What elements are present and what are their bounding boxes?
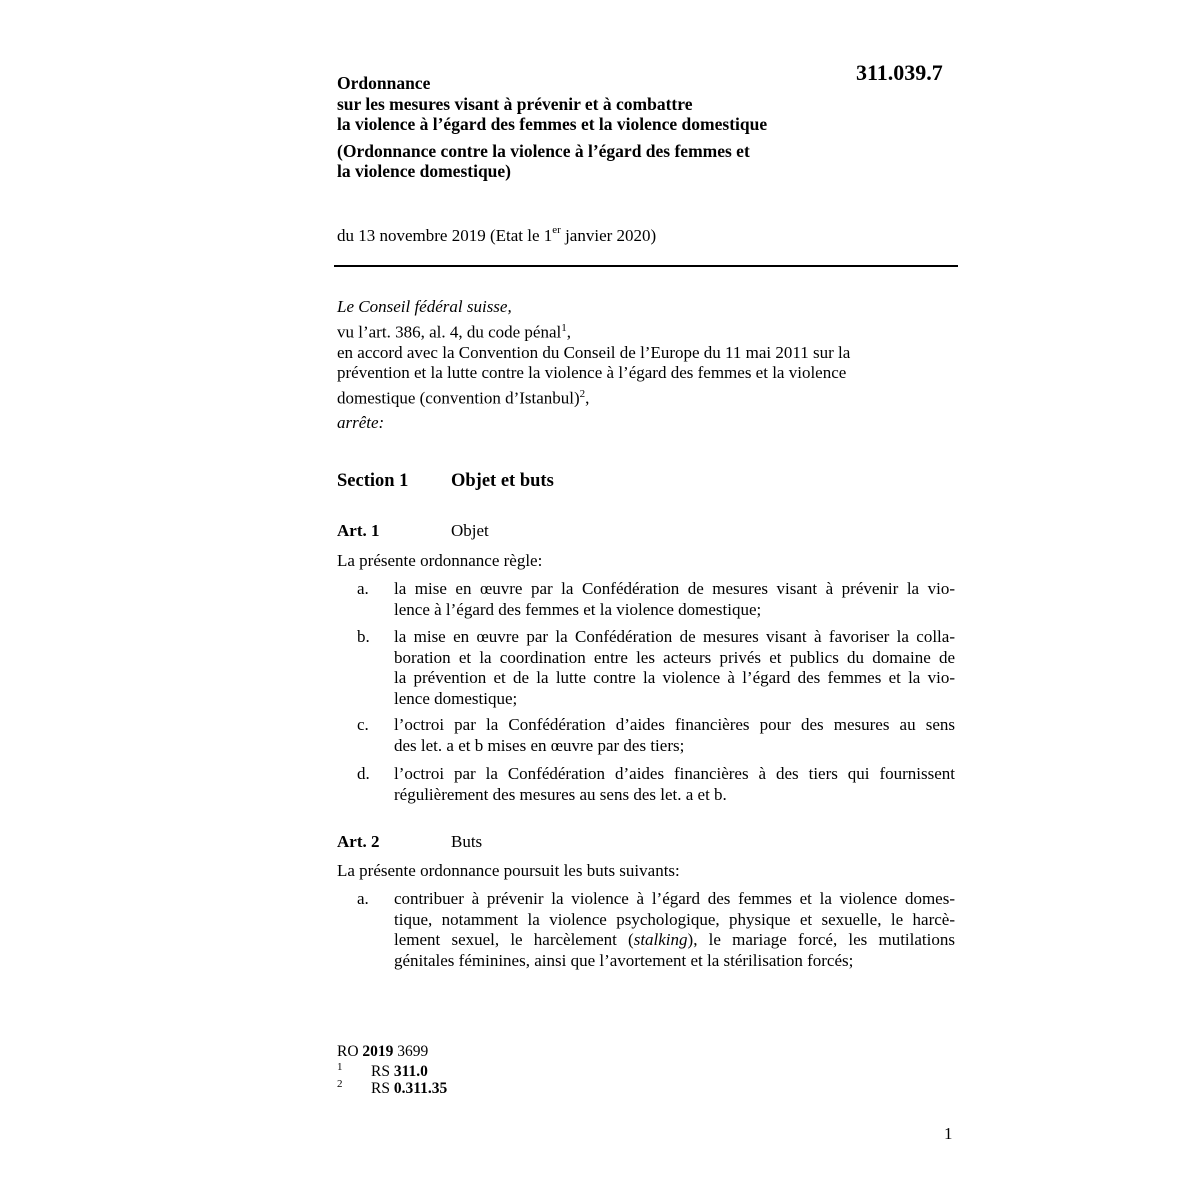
preamble-line-1	[337, 318, 937, 343]
ro-year: 2019	[362, 1043, 394, 1060]
title-line-1: Ordonnance	[337, 73, 431, 93]
item-line: tique, notamment la violence psychologique, physique et sexuelle, le harcè-	[394, 909, 955, 929]
preamble	[337, 297, 937, 433]
art-1-intro: La présente ordonnance règle:	[337, 551, 543, 570]
preamble-line-3: prévention et la lutte contre la violence à l’égard des femmes et la violence	[337, 363, 847, 383]
sr-number: 311.039.7	[856, 60, 943, 85]
art-1-number: Art. 1	[337, 521, 380, 540]
footnote-2-text[interactable]	[371, 1080, 447, 1098]
page-number: 1	[944, 1124, 953, 1143]
decree: arrête:	[337, 412, 385, 432]
item-line: la mise en œuvre par la Confédération de mesures visant à prévenir la vio-	[394, 579, 955, 598]
art-1-title: Objet	[451, 521, 489, 540]
date-prefix: du 13 novembre 2019 (Etat le 1	[337, 226, 553, 245]
footnote-1-number: 1	[337, 1061, 343, 1073]
preamble-line-4-end: ,	[585, 388, 590, 408]
item-letter: a.	[357, 579, 369, 598]
footnote-2-number: 2	[337, 1078, 343, 1090]
art-2-title: Buts	[451, 832, 483, 851]
item-line: la mise en œuvre par la Confédération de mesures visant à favoriser la colla-	[394, 627, 955, 646]
item-line: boration et la coordination entre les acteurs privés et publics du domaine de	[394, 647, 955, 667]
preamble-line-4-text: domestique (convention d’Istanbul)	[337, 388, 580, 408]
art-1-item-b	[337, 627, 955, 709]
authority: Le Conseil fédéral suisse,	[337, 297, 512, 316]
footnote-1-text[interactable]	[371, 1063, 428, 1081]
footnote-2-ref: 0.311.35	[393, 1080, 448, 1097]
short-title-line-1: (Ordonnance contre la violence à l’égard des femmes et	[337, 140, 750, 161]
header-rule	[334, 265, 958, 267]
art-2-heading	[337, 832, 483, 852]
item-letter: a.	[357, 889, 369, 908]
item-line-part: ), le mariage forcé, les mutilations	[687, 930, 955, 949]
short-title-line-2: la violence domestique)	[337, 161, 512, 181]
title-line-2: sur les mesures visant à prévenir et à combattre	[337, 93, 693, 114]
date-superscript: er	[552, 224, 561, 236]
document-title	[337, 73, 857, 182]
item-letter: c.	[357, 715, 369, 734]
art-1-item-d	[337, 764, 955, 805]
item-line-part: lement sexuel, le harcèlement (	[394, 930, 634, 949]
art-1-item-a	[337, 579, 955, 620]
document-date	[337, 226, 656, 246]
section-1-heading	[337, 471, 554, 492]
item-line: la prévention et de la lutte contre la violence à l’égard des femmes et la vio-	[394, 668, 955, 687]
item-letter: b.	[357, 627, 370, 646]
footnote-ref-1[interactable]: 1	[561, 321, 567, 334]
section-number: Section 1	[337, 471, 409, 491]
art-2-intro: La présente ordonnance poursuit les buts suivants:	[337, 861, 680, 880]
item-line: génitales féminines, ainsi que l’avortement et la stérilisation forcés;	[394, 950, 854, 970]
title-line-3: la violence à l’égard des femmes et la violence domestique	[337, 114, 768, 134]
preamble-line-1-text: vu l’art. 386, al. 4, du code pénal	[337, 322, 562, 342]
item-line: des let. a et b mises en œuvre par des tiers;	[394, 735, 685, 755]
art-2-item-a	[337, 889, 955, 971]
ro-prefix: RO	[337, 1043, 363, 1060]
ro-reference	[337, 1043, 428, 1061]
ro-page: 3699	[393, 1043, 429, 1060]
art-1-item-c	[337, 715, 955, 756]
date-suffix: janvier 2020)	[560, 226, 657, 245]
item-letter: d.	[357, 764, 370, 783]
item-line-italic: stalking	[633, 930, 688, 949]
preamble-line-1-end: ,	[566, 322, 571, 342]
item-line: lence domestique;	[394, 688, 518, 708]
art-2-number: Art. 2	[337, 832, 380, 851]
footnote-1-ref: 311.0	[393, 1063, 428, 1080]
art-1-heading	[337, 521, 489, 541]
item-line: régulièrement des mesures au sens des let. a et b.	[394, 784, 727, 804]
footnote-1-prefix: RS	[371, 1063, 394, 1080]
item-line: contribuer à prévenir la violence à l’égard des femmes et la violence domes-	[394, 889, 955, 908]
item-line	[394, 930, 955, 951]
item-line: lence à l’égard des femmes et la violence domestique;	[394, 599, 762, 619]
item-line: l’octroi par la Confédération d’aides financières pour des mesures au sens	[394, 715, 955, 734]
footnote-ref-2[interactable]: 2	[579, 387, 586, 400]
preamble-line-4	[337, 384, 937, 409]
preamble-line-2: en accord avec la Convention du Conseil de l’Europe du 11 mai 2011 sur la	[337, 342, 851, 362]
item-line: l’octroi par la Confédération d’aides financières à des tiers qui fournissent	[394, 764, 955, 783]
section-title: Objet et buts	[451, 471, 554, 491]
footnote-2-prefix: RS	[371, 1080, 394, 1097]
